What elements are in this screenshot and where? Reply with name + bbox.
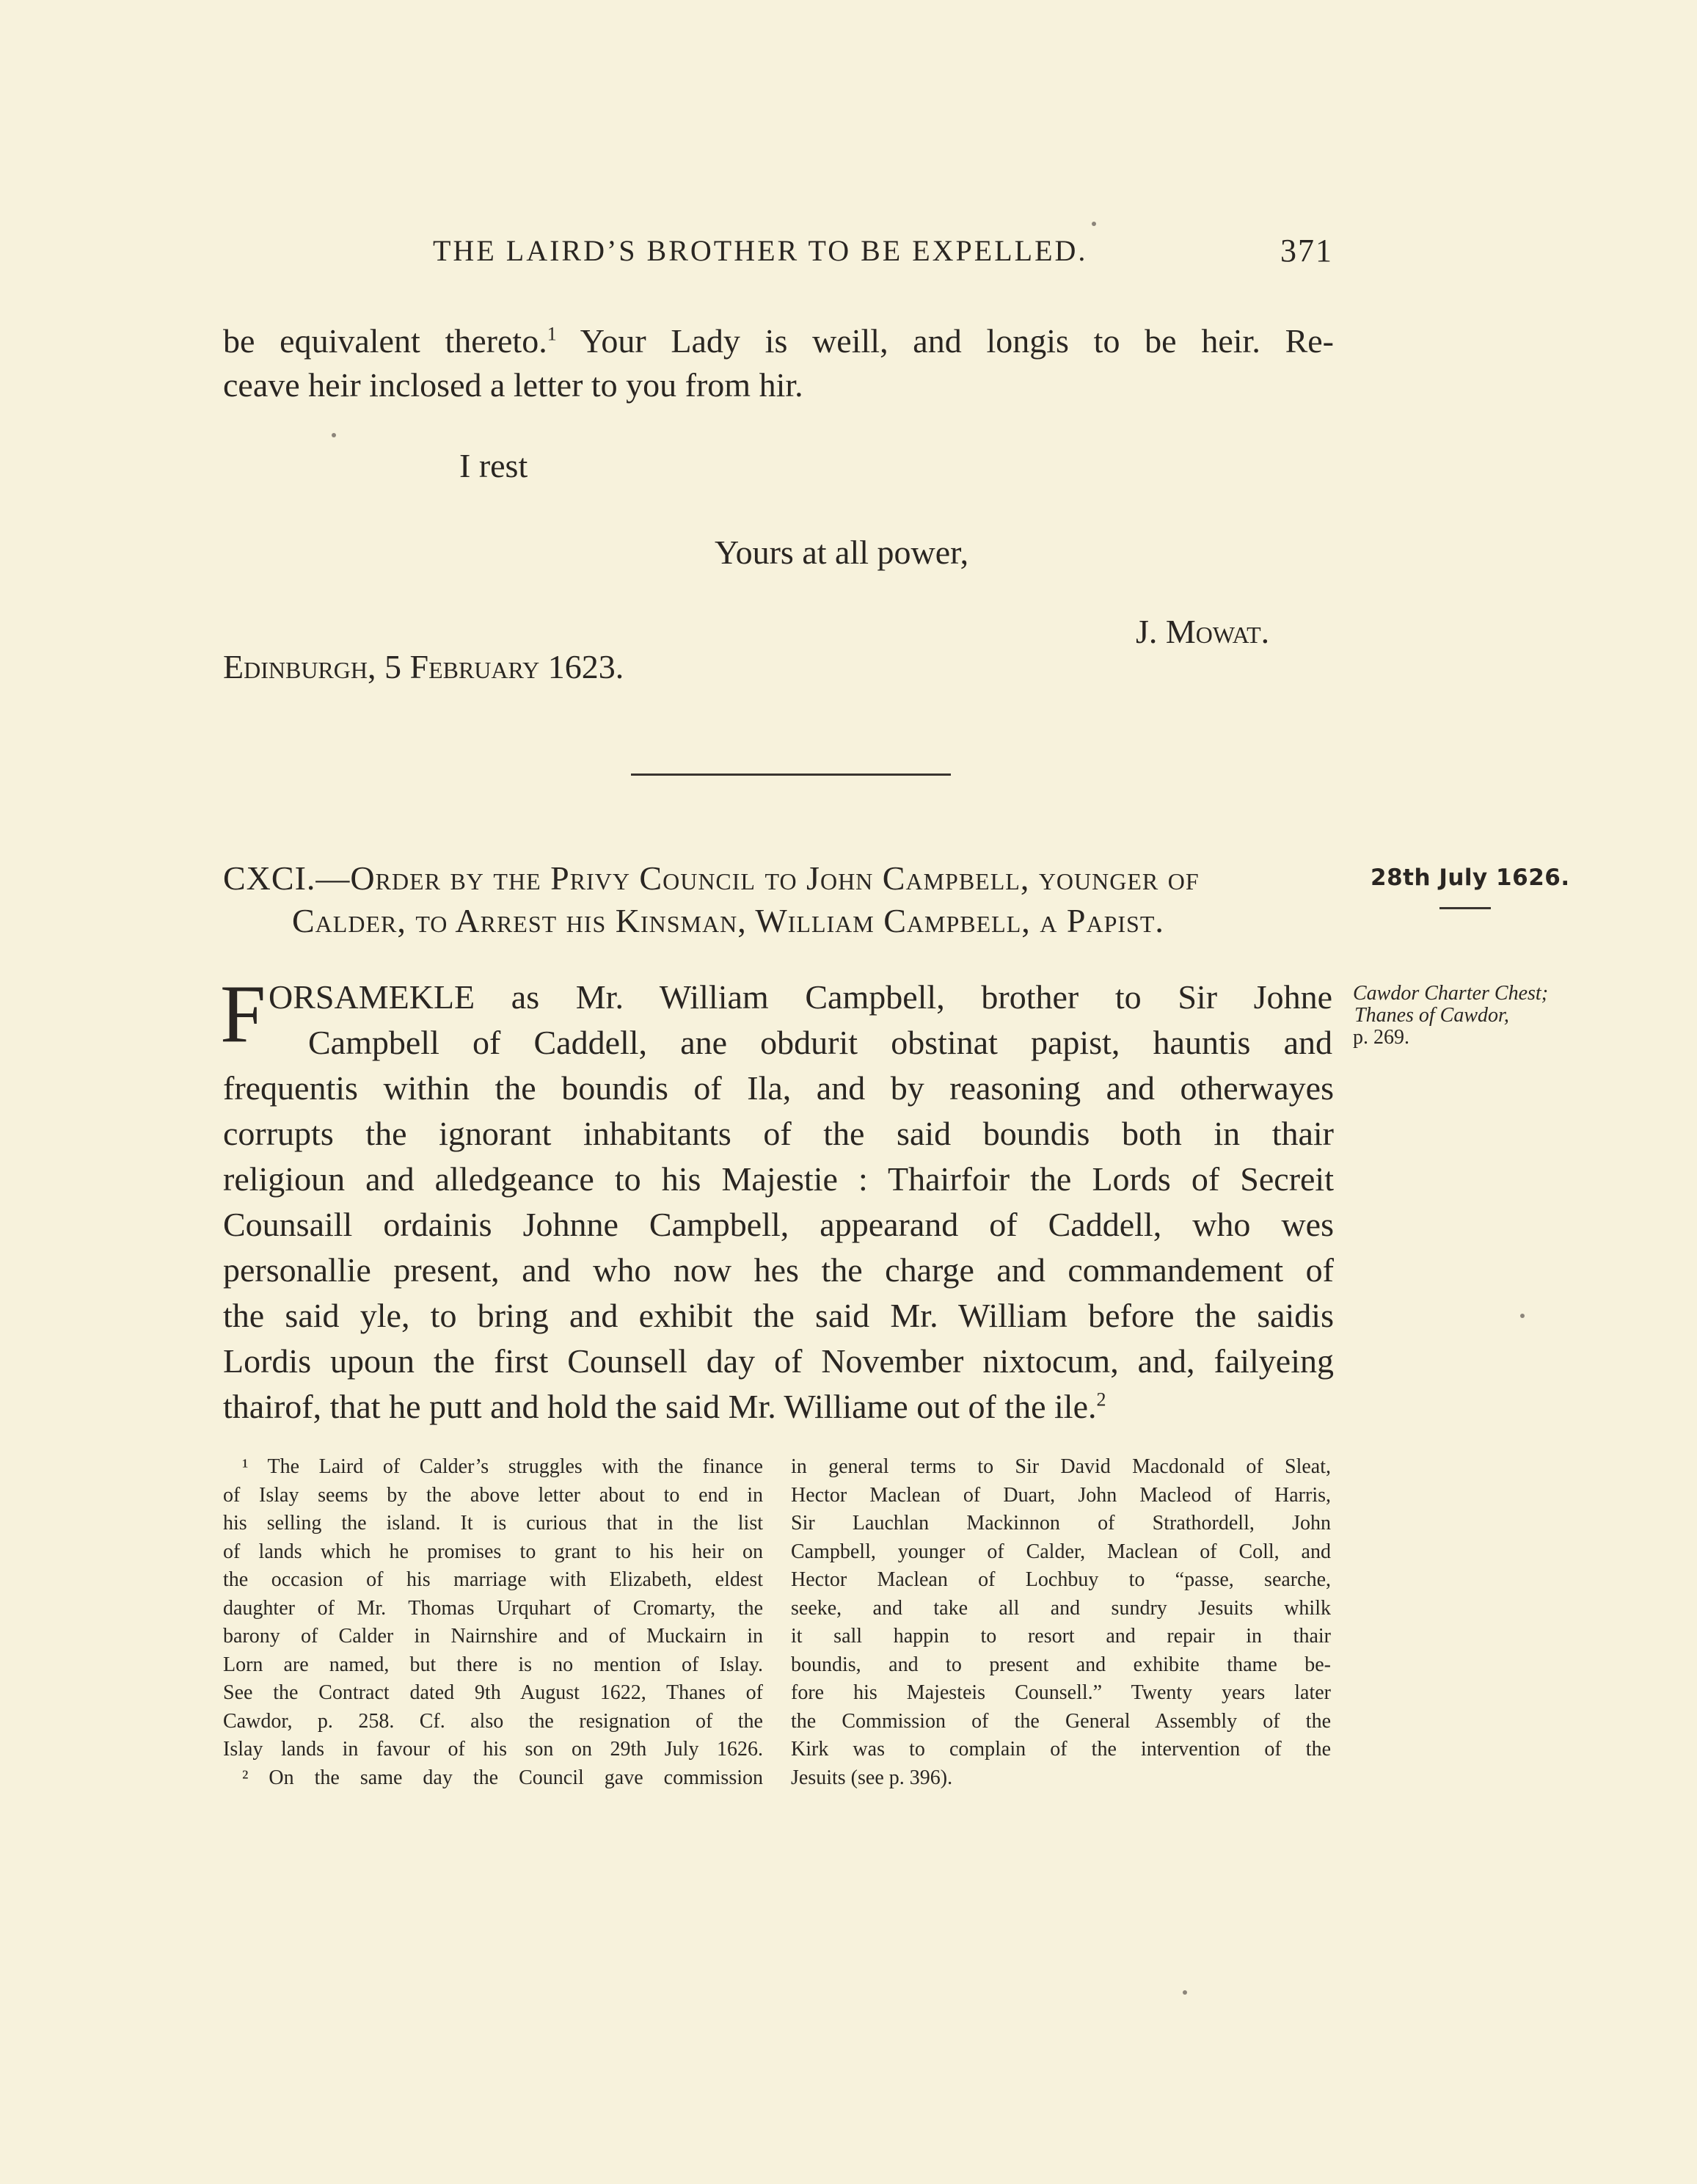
footnote-line: it sall happin to resort and repair in thair <box>791 1625 1331 1648</box>
running-title: THE LAIRD’S BROTHER TO BE EXPELLED. <box>433 234 1088 267</box>
footnote-line: the Commission of the General Assembly of the <box>791 1709 1331 1733</box>
footnotes-left-column <box>223 1453 763 1792</box>
letter-line-1 <box>223 318 1334 364</box>
footnote-line: fore his Majesteis Counsell.” Twenty years later <box>791 1681 1331 1704</box>
letter-place-date: Edinburgh, 5 February 1623. <box>223 648 624 685</box>
body-line-10 <box>223 1384 1106 1430</box>
margin-source-1: Cawdor Charter Chest; <box>1353 982 1549 1005</box>
paper-speck <box>1092 222 1096 226</box>
margin-date: 28th July 1626. <box>1371 864 1570 891</box>
letter-text-a: be equivalent thereto. <box>223 322 547 360</box>
letter-line-2: ceave heir inclosed a letter to you from hir. <box>223 366 803 404</box>
body-line-6: Counsaill ordainis Johnne Campbell, appearand of Caddell, who wes <box>223 1206 1334 1243</box>
paper-speck <box>1520 1314 1525 1318</box>
section-heading-line-2: Calder, to Arrest his Kinsman, William Campbell, a Papist. <box>292 902 1164 939</box>
footnote-line: Jesuits (see p. 396). <box>791 1766 953 1789</box>
margin-source-3: p. 269. <box>1353 1026 1409 1049</box>
margin-source-2: Thanes of Cawdor, <box>1354 1004 1509 1027</box>
letter-signature: J. Mowat. <box>1136 613 1270 650</box>
footnote-line: Kirk was to complain of the intervention of the <box>791 1738 1331 1761</box>
letter-text-b: Your Lady is weill, and longis to be heir. <box>556 322 1260 360</box>
footnote-line: Hector Maclean of Lochbuy to “passe, searche, <box>791 1568 1331 1591</box>
footnote-line: seeke, and take all and sundry Jesuits whilk <box>791 1596 1331 1620</box>
footnote-line: Islay lands in favour of his son on 29th July 1626. <box>223 1738 763 1761</box>
footnote-line: boundis, and to present and exhibite thame be- <box>791 1653 1331 1676</box>
footnotes-right-column <box>791 1453 1331 1792</box>
body-line-1: ORSAMEKLE as Mr. William Campbell, brother to Sir Johne <box>269 978 1332 1016</box>
footnote-line: his selling the island. It is curious that in the list <box>223 1512 763 1535</box>
body-line-7: personallie present, and who now hes the charge and commandement of <box>223 1251 1334 1289</box>
footnote-line: Sir Lauchlan Mackinnon of Strathordell, John <box>791 1512 1331 1535</box>
footnote-line: daughter of Mr. Thomas Urquhart of Cromarty, the <box>223 1596 763 1620</box>
body-line-8: the said yle, to bring and exhibit the said Mr. William before the saidis <box>223 1297 1334 1334</box>
footnote-line: of Islay seems by the above letter about to end in <box>223 1483 763 1507</box>
paper-speck <box>1183 1990 1187 1995</box>
footnote-line: in general terms to Sir David Macdonald of Sleat, <box>791 1455 1331 1478</box>
letter-closing: Yours at all power, <box>715 534 969 571</box>
page-number: 371 <box>1280 233 1333 269</box>
footnote-line: Lorn are named, but there is no mention of Islay. <box>223 1653 763 1676</box>
margin-date-rule <box>1439 907 1491 909</box>
body-line-9: Lordis upoun the first Counsell day of November nixtocum, and, failyeing <box>223 1342 1334 1380</box>
body-line-2: Campbell of Caddell, ane obdurit obstinat papist, hauntis and <box>308 1024 1332 1061</box>
letter-rest: I rest <box>459 447 528 484</box>
body-line-4: corrupts the ignorant inhabitants of the said boundis both in thair <box>223 1115 1334 1152</box>
footnote-line: Campbell, younger of Calder, Maclean of Coll, and <box>791 1540 1331 1563</box>
body-line-5: religioun and alledgeance to his Majestie : Thairfoir the Lords of Secreit <box>223 1160 1334 1198</box>
footnote-line: of lands which he promises to grant to his heir on <box>223 1540 763 1563</box>
footnote-line: ² On the same day the Council gave commission <box>242 1766 763 1789</box>
drop-cap: F <box>220 969 266 1060</box>
footnote-line: Hector Maclean of Duart, John Macleod of Harris, <box>791 1483 1331 1507</box>
footnote-ref-2: 2 <box>1096 1388 1106 1410</box>
section-divider <box>631 774 951 776</box>
section-heading-line-1: CXCI.—Order by the Privy Council to John Campbell, younger of <box>223 859 1200 897</box>
footnote-line: Cawdor, p. 258. Cf. also the resignation of the <box>223 1709 763 1733</box>
body-last-line: thairof, that he putt and hold the said Mr. Williame out of the ile. <box>223 1388 1097 1425</box>
footnote-line: the occasion of his marriage with Elizabeth, eldest <box>223 1568 763 1591</box>
body-line-3: frequentis within the boundis of Ila, and by reasoning and otherwayes <box>223 1069 1334 1107</box>
letter-text-c: Re- <box>1285 322 1334 360</box>
footnote-line: See the Contract dated 9th August 1622, Thanes of <box>223 1681 763 1704</box>
footnote-line: barony of Calder in Nairnshire and of Muckairn in <box>223 1625 763 1648</box>
footnote-ref-1: 1 <box>547 323 557 345</box>
paper-speck <box>332 433 336 437</box>
footnote-line: ¹ The Laird of Calder’s struggles with the finance <box>242 1455 763 1478</box>
